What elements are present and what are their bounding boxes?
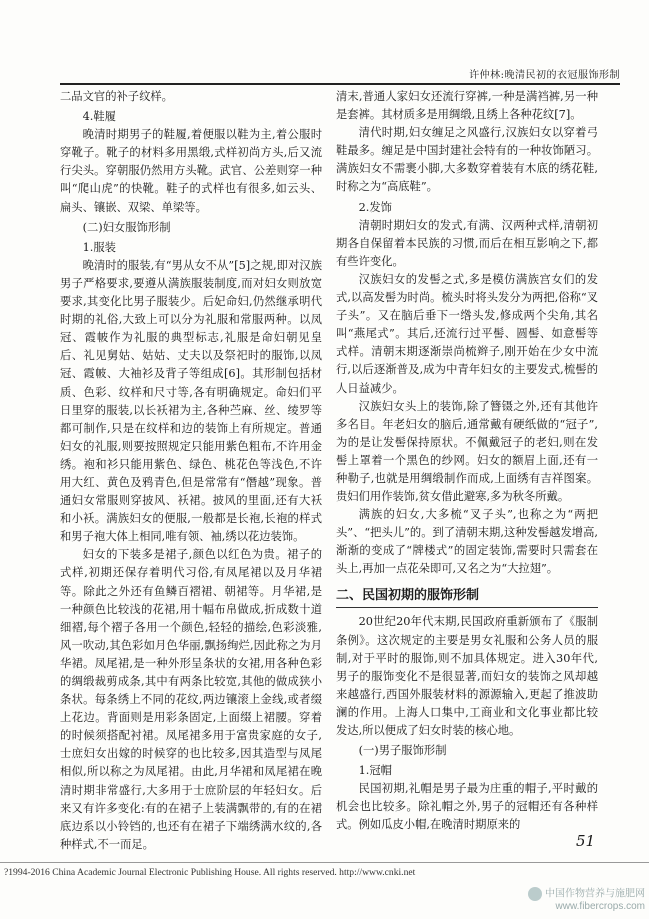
- paragraph: 晚清时的服装,有“男从女不从”[5]之规,即对汉族男子严格要求,要遵从满族服装制度,而对妇女则放宽要求,其变化比男子服装少。后妃命妇,仍然继承明代时期的礼俗,大致上可以分为礼服和常服两种。以凤冠、霞帔作为礼服的典型标志,礼服是命妇朝见皇后、礼见舅姑、姑姑、丈夫以及祭祀时的服饰,以凤冠、霞帔、大袖衫及背子等组成[6]。其形制包括材质、色彩、纹样和尺寸等,各有明确规定。命妇们平日里穿的服装,以长袄裙为主,各种苎麻、丝、绫罗等都可制作,只是在纹样和边的装饰上有所规定。普通妇女的礼服,则要按照规定只能用紫色粗布,不许用金绣。袍和衫只能用紫色、绿色、桃花色等浅色,不许用大红、黄色及鸦青色,但是常常有“僭越”现象。普通妇女常服则穿披风、袄裙。披风的里面,还有大袄和小袄。满族妇女的便服,一般都是长袍,长袍的样式和男子袍大体上相同,唯有领、袖,绣以花边装饰。: [60, 258, 322, 544]
- watermark: [528, 887, 645, 913]
- paragraph: 二品文官的补子纹样。: [60, 90, 173, 103]
- section-heading-text: 二、民国初期的服饰形制: [336, 587, 480, 603]
- section-heading: [336, 587, 598, 608]
- paragraph: 清代时期,妇女缠足之风盛行,汉族妇女以穿着弓鞋最多。缠足是中国封建社会特有的一种妆饰陋习。满族妇女不需裹小脚,大多数穿着装有木底的绣花鞋,时称之为“高底鞋”。: [336, 126, 598, 194]
- header-rule: [60, 83, 620, 85]
- paragraph: 清末,普通人家妇女还流行穿裤,一种是满裆裤,另一种是套裤。其材质多是用绸缎,且绣上各种花纹[7]。: [336, 90, 598, 122]
- section-rule: [336, 607, 598, 608]
- copyright-footer: ?1994-2016 China Academic Journal Electronic Publishing House. All rights reserved. http://www.cnki.net: [4, 867, 416, 878]
- left-column: [60, 88, 322, 854]
- heading-women-clothing: (二)妇女服饰形制: [82, 220, 171, 234]
- watermark-line1: 中国作物营养与施肥网: [545, 888, 645, 900]
- subheading-hats: 1.冠帽: [358, 764, 392, 778]
- footer-rule: [0, 862, 649, 863]
- paragraph: 民国初期,礼帽是男子最为庄重的帽子,平时戴的机会也比较多。除礼帽之外,男子的冠帽还有各种样式。例如瓜皮小帽,在晚清时期原来的: [336, 782, 598, 832]
- right-column: [336, 88, 598, 835]
- watermark-line2: www.fibercrops.com: [555, 901, 645, 912]
- subheading-hair: 2.发饰: [358, 200, 392, 214]
- subheading-clothing: 1.服装: [82, 240, 116, 254]
- heading-men-clothing: (一)男子服饰形制: [358, 744, 447, 758]
- paragraph: 妇女的下装多是裙子,颜色以红色为贵。裙子的式样,初期还保存着明代习俗,有凤尾裙以及月华裙等。除此之外还有鱼鳞百褶裙、朝裙等。月华裙,是一种颜色比较浅的花裙,用十幅布帛做成,折成数十道细褶,每个褶子各用一个颜色,轻轻的描绘,色彩淡雅,风一吹动,其色彩如月色华丽,飘扬绚烂,因此称之为月华裙。凤尾裙,是一种外形呈条状的女裙,用各种色彩的绸缎裁剪成条,其中有两条比较宽,其他的做成狭小条状。每条绣上不同的花纹,两边镶滚上金线,或者缀上花边。背面则是用彩条固定,上面缀上裙腰。穿着的时候须搭配衬裙。凤尾裙多用于富贵家庭的女子,士庶妇女出嫁的时候穿的也比较多,因其造型与凤尾相似,所以称之为凤尾裙。由此,月华裙和凤尾裙在晚清时期非常盛行,大多用于士庶阶层的年轻妇女。后来又有许多变化:有的在裙子上装满飘带的,有的在裙底边系以小铃铛的,也还有在裙子下端绣满水纹的,各种样式,不一而足。: [60, 548, 322, 851]
- subheading-shoes: 4.鞋履: [82, 110, 116, 124]
- paragraph: 晚清时期男子的鞋履,着便服以鞋为主,着公服时穿靴子。靴子的材料多用黑缎,式样初尚方头,后又流行尖头。穿朝服仍然用方头靴。武官、公差则穿一种叫“爬山虎”的快靴。鞋子的式样也有很多,如云头、扁头、镶嵌、双梁、单梁等。: [60, 128, 322, 214]
- paragraph: 清朝时期妇女的发式,有满、汉两种式样,清朝初期各自保留着本民族的习惯,而后在相互影响之下,都有些许变化。: [336, 218, 598, 268]
- paragraph: 20世纪20年代末期,民国政府重新颁布了《服制条例》。这次规定的主要是男女礼服和公务人员的服制,对于平时的服饰,则不加具体规定。进入30年代,男子的服饰变化不是很显著,而妇女的装饰之风却越来越盛行,西国外服装材料的源源输入,更起了推波助澜的作用。上海人口集中,工商业和文化事业都比较发达,所以便成了妇女时装的核心地。: [336, 615, 598, 737]
- paragraph: 汉族妇女的发髻之式,多是模仿满族宫女们的发式,以高发髻为时尚。梳头时将头发分为两把,俗称“叉子头”。又在脑后垂下一绺头发,修成两个尖角,其名叫“燕尾式”。其后,还流行过平髻、圆髻、如意髻等式样。清朝末期逐渐崇尚梳辫子,刚开始在少女中流行,以后逐渐普及,成为中青年妇女的主要发式,梳髻的人日益减少。: [336, 272, 598, 395]
- paragraph: 满族的妇女,大多梳“叉子头”,也称之为“两把头”、“把头儿”的。到了清朝末期,这种发髻越发增高,渐渐的变成了“牌楼式”的固定装饰,需要时只需套在头上,再加一点花朵即可,又名之为“大拉翅”。: [336, 508, 598, 576]
- paragraph: 汉族妇女头上的装饰,除了簪镊之外,还有其他许多名目。年老妇女的脑后,通常戴有硬纸做的“冠子”,为的是让发髻保持原状。不佩戴冠子的老妇,则在发髻上罩着一个黑色的纱网。妇女的额眉上面,还有一种勒子,也就是用绸缎制作而成,上面绣有吉祥图案。贵妇们用作装饰,贫女借此避寒,多为秋冬所戴。: [336, 399, 598, 504]
- watermark-logo-icon: [528, 887, 542, 901]
- page-number: 51: [576, 832, 596, 850]
- running-header: 许仲林:晚清民初的衣冠服饰形制: [469, 70, 620, 81]
